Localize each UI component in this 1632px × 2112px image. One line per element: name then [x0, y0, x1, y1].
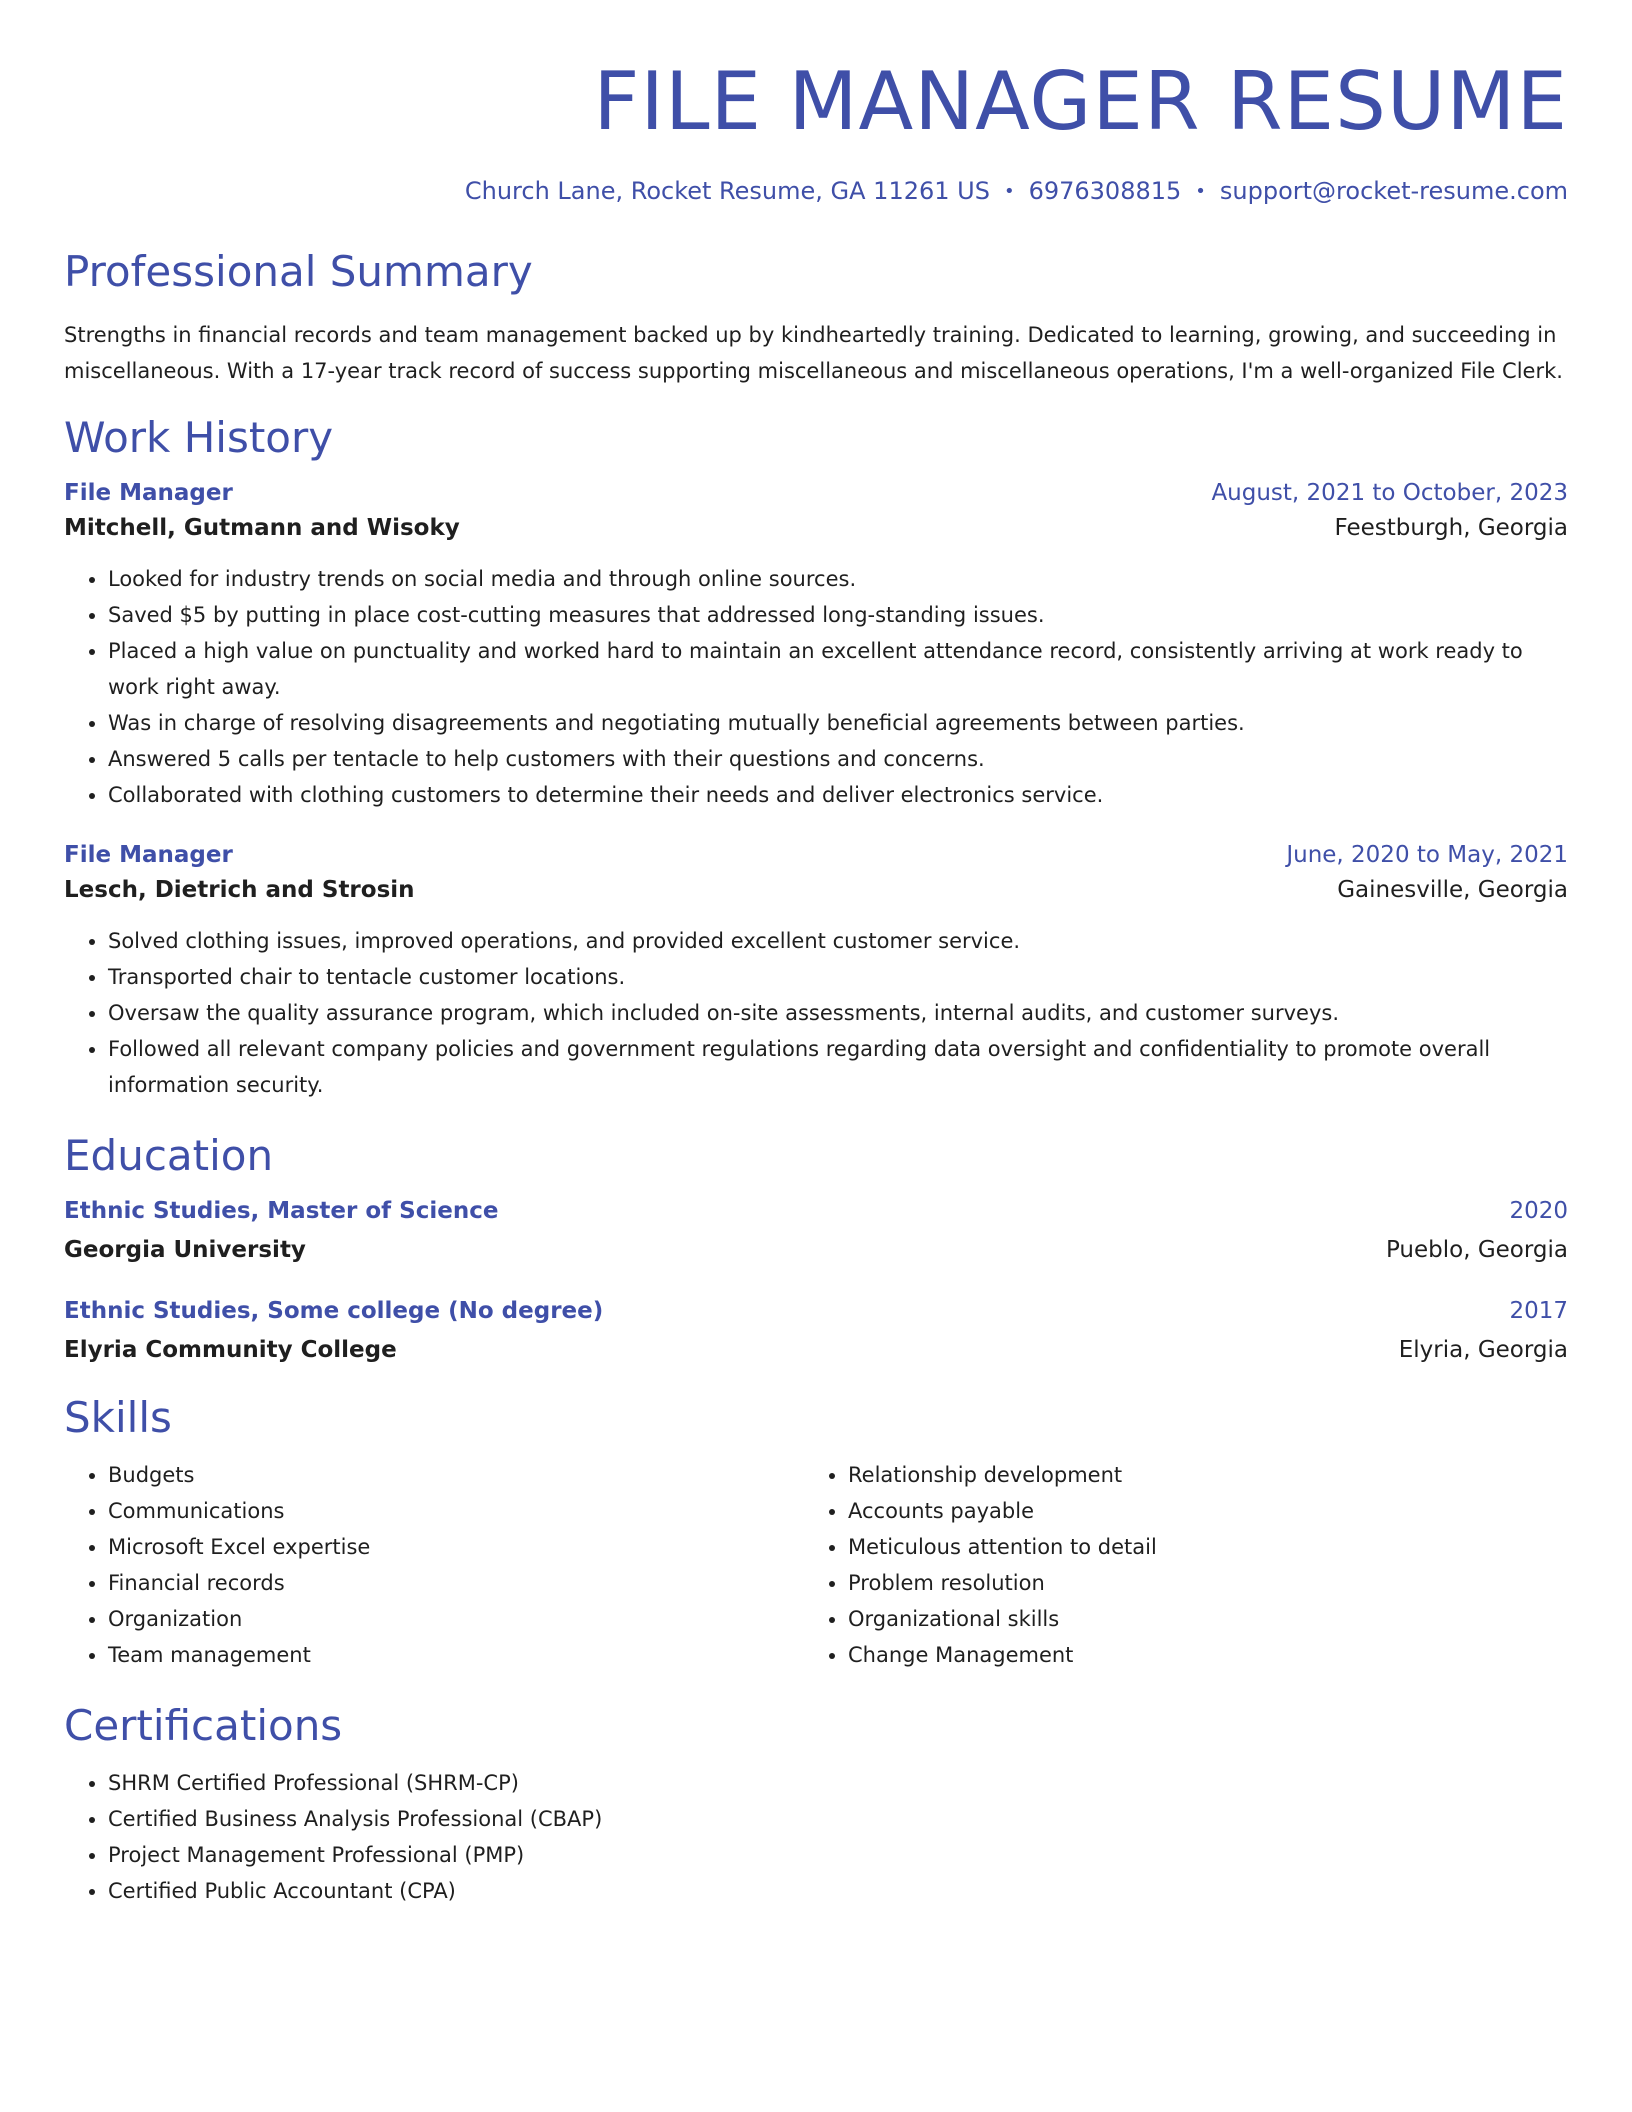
education-entry [64, 1295, 1568, 1369]
education-location: Elyria, Georgia [1398, 1337, 1568, 1363]
contact-address: Church Lane, Rocket Resume, GA 11261 US [464, 177, 990, 205]
contact-email[interactable]: support@rocket-resume.com [1219, 177, 1568, 205]
job-entry [64, 477, 1568, 813]
summary-text: Strengths in financial records and team management backed up by kindheartedly training. Dedicated to learning, growing, and succeeding in miscellaneous. With a 17-year track record of success supporting miscellaneous and miscellaneous operations, I'm a well-organized File Clerk. [64, 323, 1563, 383]
skill-item: • Organizational skills [848, 1601, 1544, 1637]
job-bullet: • Answered 5 calls per tentacle to help customers with their questions and concerns. [108, 741, 1568, 777]
certification-item: • Project Management Professional (PMP) [108, 1837, 1568, 1873]
job-bullets [64, 561, 1568, 813]
skill-item: • Budgets [108, 1457, 804, 1493]
job-bullet: • Oversaw the quality assurance program, which included on-site assessments, internal audits, and customer surveys. [108, 995, 1568, 1031]
education-school-row [64, 1231, 1568, 1269]
education-year: 2020 [1509, 1198, 1568, 1224]
education-heading: Education [64, 1131, 274, 1180]
resume-title: FILE MANAGER RESUME [593, 55, 1568, 148]
education-degree: Ethnic Studies, Master of Science [64, 1198, 499, 1224]
education-school: Elyria Community College [64, 1337, 397, 1363]
work-history-heading: Work History [64, 413, 334, 462]
job-dates: June, 2020 to May, 2021 [1286, 842, 1568, 868]
skill-item: • Microsoft Excel expertise [108, 1529, 804, 1565]
skill-item: • Problem resolution [848, 1565, 1544, 1601]
contact-separator: • [1003, 181, 1015, 202]
job-bullet: • Followed all relevant company policies and government regulations regarding data oversight and confidentiality to promote overall information security. [108, 1031, 1568, 1103]
education-location: Pueblo, Georgia [1385, 1237, 1568, 1263]
skill-item: • Relationship development [848, 1457, 1544, 1493]
job-bullet: • Saved $5 by putting in place cost-cutting measures that addressed long-standing issues. [108, 597, 1568, 633]
education-degree-row [64, 1295, 1568, 1327]
contact-line [64, 176, 1568, 207]
education-degree: Ethnic Studies, Some college (No degree) [64, 1298, 604, 1324]
job-company: Lesch, Dietrich and Strosin [64, 877, 415, 903]
job-entry [64, 839, 1568, 1103]
skills-grid [64, 1457, 1568, 1673]
certifications-list [64, 1765, 1568, 1909]
skill-item: • Change Management [848, 1637, 1544, 1673]
skill-item: • Organization [108, 1601, 804, 1637]
skill-item: • Communications [108, 1493, 804, 1529]
job-role: File Manager [64, 842, 233, 868]
job-bullet: • Looked for industry trends on social media and through online sources. [108, 561, 1568, 597]
certification-item: • Certified Public Accountant (CPA) [108, 1873, 1568, 1909]
skill-item: • Meticulous attention to detail [848, 1529, 1544, 1565]
job-bullet: • Solved clothing issues, improved operations, and provided excellent customer service. [108, 923, 1568, 959]
education-school-row [64, 1331, 1568, 1369]
certification-item: • Certified Business Analysis Professional (CBAP) [108, 1801, 1568, 1837]
job-header-row [64, 477, 1568, 509]
job-location: Gainesville, Georgia [1337, 877, 1568, 903]
job-location: Feestburgh, Georgia [1334, 515, 1568, 541]
skills-heading: Skills [64, 1393, 172, 1442]
certification-item: • SHRM Certified Professional (SHRM-CP) [108, 1765, 1568, 1801]
skill-item: • Team management [108, 1637, 804, 1673]
job-company: Mitchell, Gutmann and Wisoky [64, 515, 460, 541]
education-degree-row [64, 1195, 1568, 1227]
job-bullet: • Collaborated with clothing customers to determine their needs and deliver electronics service. [108, 777, 1568, 813]
job-company-row [64, 871, 1568, 909]
job-bullet: • Placed a high value on punctuality and worked hard to maintain an excellent attendance record, consistently arriving at work ready to work right away. [108, 633, 1568, 705]
contact-separator: • [1195, 181, 1206, 202]
job-header-row [64, 839, 1568, 871]
skills-column-left [64, 1457, 804, 1673]
resume-header [64, 56, 1568, 207]
job-bullet: • Transported chair to tentacle customer locations. [108, 959, 1568, 995]
education-entry [64, 1195, 1568, 1269]
education-year: 2017 [1509, 1298, 1568, 1324]
job-company-row [64, 509, 1568, 547]
contact-phone[interactable]: 6976308815 [1028, 177, 1182, 205]
job-role: File Manager [64, 480, 233, 506]
summary-heading: Professional Summary [64, 247, 533, 296]
certifications-heading: Certifications [64, 1701, 343, 1750]
skills-column-right [804, 1457, 1544, 1673]
education-school: Georgia University [64, 1237, 306, 1263]
job-bullet: • Was in charge of resolving disagreements and negotiating mutually beneficial agreements between parties. [108, 705, 1568, 741]
job-bullets [64, 923, 1568, 1103]
job-dates: August, 2021 to October, 2023 [1211, 480, 1568, 506]
skill-item: • Accounts payable [848, 1493, 1544, 1529]
skill-item: • Financial records [108, 1565, 804, 1601]
